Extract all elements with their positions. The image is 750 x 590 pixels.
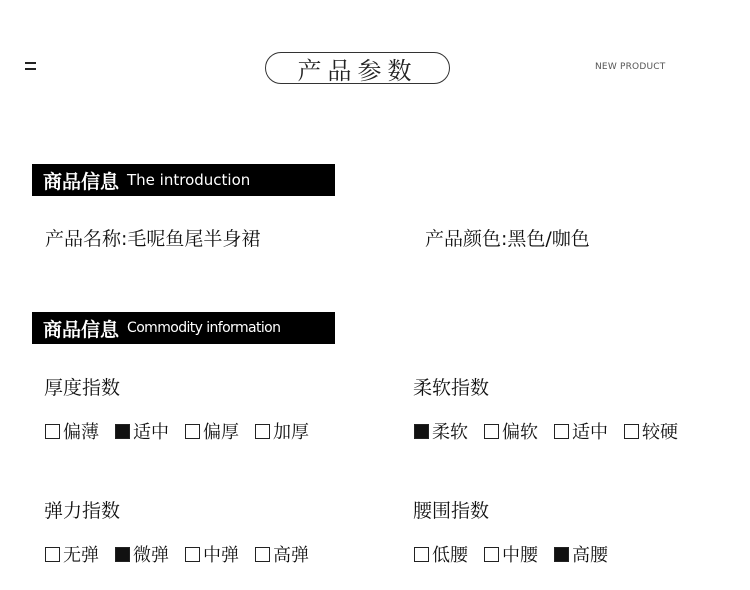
- unchecked-box-icon: [484, 424, 499, 439]
- option-item: [255, 541, 309, 567]
- subtitle: NEW PRODUCT: [595, 62, 666, 72]
- option-item: [554, 418, 608, 444]
- menu-icon[interactable]: [25, 60, 37, 72]
- unchecked-box-icon: [185, 547, 200, 562]
- option-item: [185, 418, 239, 444]
- unchecked-box-icon: [45, 424, 60, 439]
- checked-box-icon: [115, 424, 130, 439]
- option-label: 柔软: [432, 422, 468, 443]
- index-label-elasticity: 弹力指数: [44, 500, 121, 522]
- option-item: [115, 418, 169, 444]
- section-title-en: Commodity information: [127, 320, 281, 336]
- option-label: 适中: [133, 422, 169, 443]
- index-label-softness: 柔软指数: [413, 377, 490, 399]
- option-label: 低腰: [432, 545, 468, 566]
- section-title-cn: 商品信息: [43, 170, 120, 193]
- unchecked-box-icon: [255, 424, 270, 439]
- index-label-thickness: 厚度指数: [44, 377, 121, 399]
- option-label: 适中: [572, 422, 608, 443]
- option-label: 较硬: [642, 422, 678, 443]
- option-item: [414, 418, 468, 444]
- option-label: 偏薄: [63, 422, 99, 443]
- unchecked-box-icon: [185, 424, 200, 439]
- options-waist: [414, 541, 624, 567]
- index-label-waist: 腰围指数: [413, 500, 490, 522]
- unchecked-box-icon: [255, 547, 270, 562]
- checked-box-icon: [414, 424, 429, 439]
- options-softness: [414, 418, 694, 444]
- option-item: [45, 418, 99, 444]
- option-item: [115, 541, 169, 567]
- unchecked-box-icon: [414, 547, 429, 562]
- section-banner-commodity: [32, 312, 335, 344]
- product-name: 产品名称:毛呢鱼尾半身裙: [45, 228, 261, 250]
- page-title: 产品参数: [265, 52, 450, 84]
- checked-box-icon: [554, 547, 569, 562]
- options-thickness: [45, 418, 325, 444]
- unchecked-box-icon: [484, 547, 499, 562]
- unchecked-box-icon: [45, 547, 60, 562]
- option-label: 偏厚: [203, 422, 239, 443]
- option-item: [554, 541, 608, 567]
- checked-box-icon: [115, 547, 130, 562]
- option-label: 中弹: [203, 545, 239, 566]
- section-title-en: The introduction: [127, 171, 251, 189]
- unchecked-box-icon: [624, 424, 639, 439]
- option-label: 高弹: [273, 545, 309, 566]
- option-item: [414, 541, 468, 567]
- option-item: [624, 418, 678, 444]
- unchecked-box-icon: [554, 424, 569, 439]
- options-elasticity: [45, 541, 325, 567]
- option-label: 加厚: [273, 422, 309, 443]
- option-label: 无弹: [63, 545, 99, 566]
- option-label: 微弹: [133, 545, 169, 566]
- option-item: [185, 541, 239, 567]
- option-item: [484, 541, 538, 567]
- option-label: 高腰: [572, 545, 608, 566]
- section-banner-introduction: [32, 164, 335, 196]
- option-label: 中腰: [502, 545, 538, 566]
- option-item: [255, 418, 309, 444]
- section-title-cn: 商品信息: [43, 318, 120, 341]
- option-label: 偏软: [502, 422, 538, 443]
- option-item: [484, 418, 538, 444]
- product-color: 产品颜色:黑色/咖色: [425, 228, 590, 250]
- option-item: [45, 541, 99, 567]
